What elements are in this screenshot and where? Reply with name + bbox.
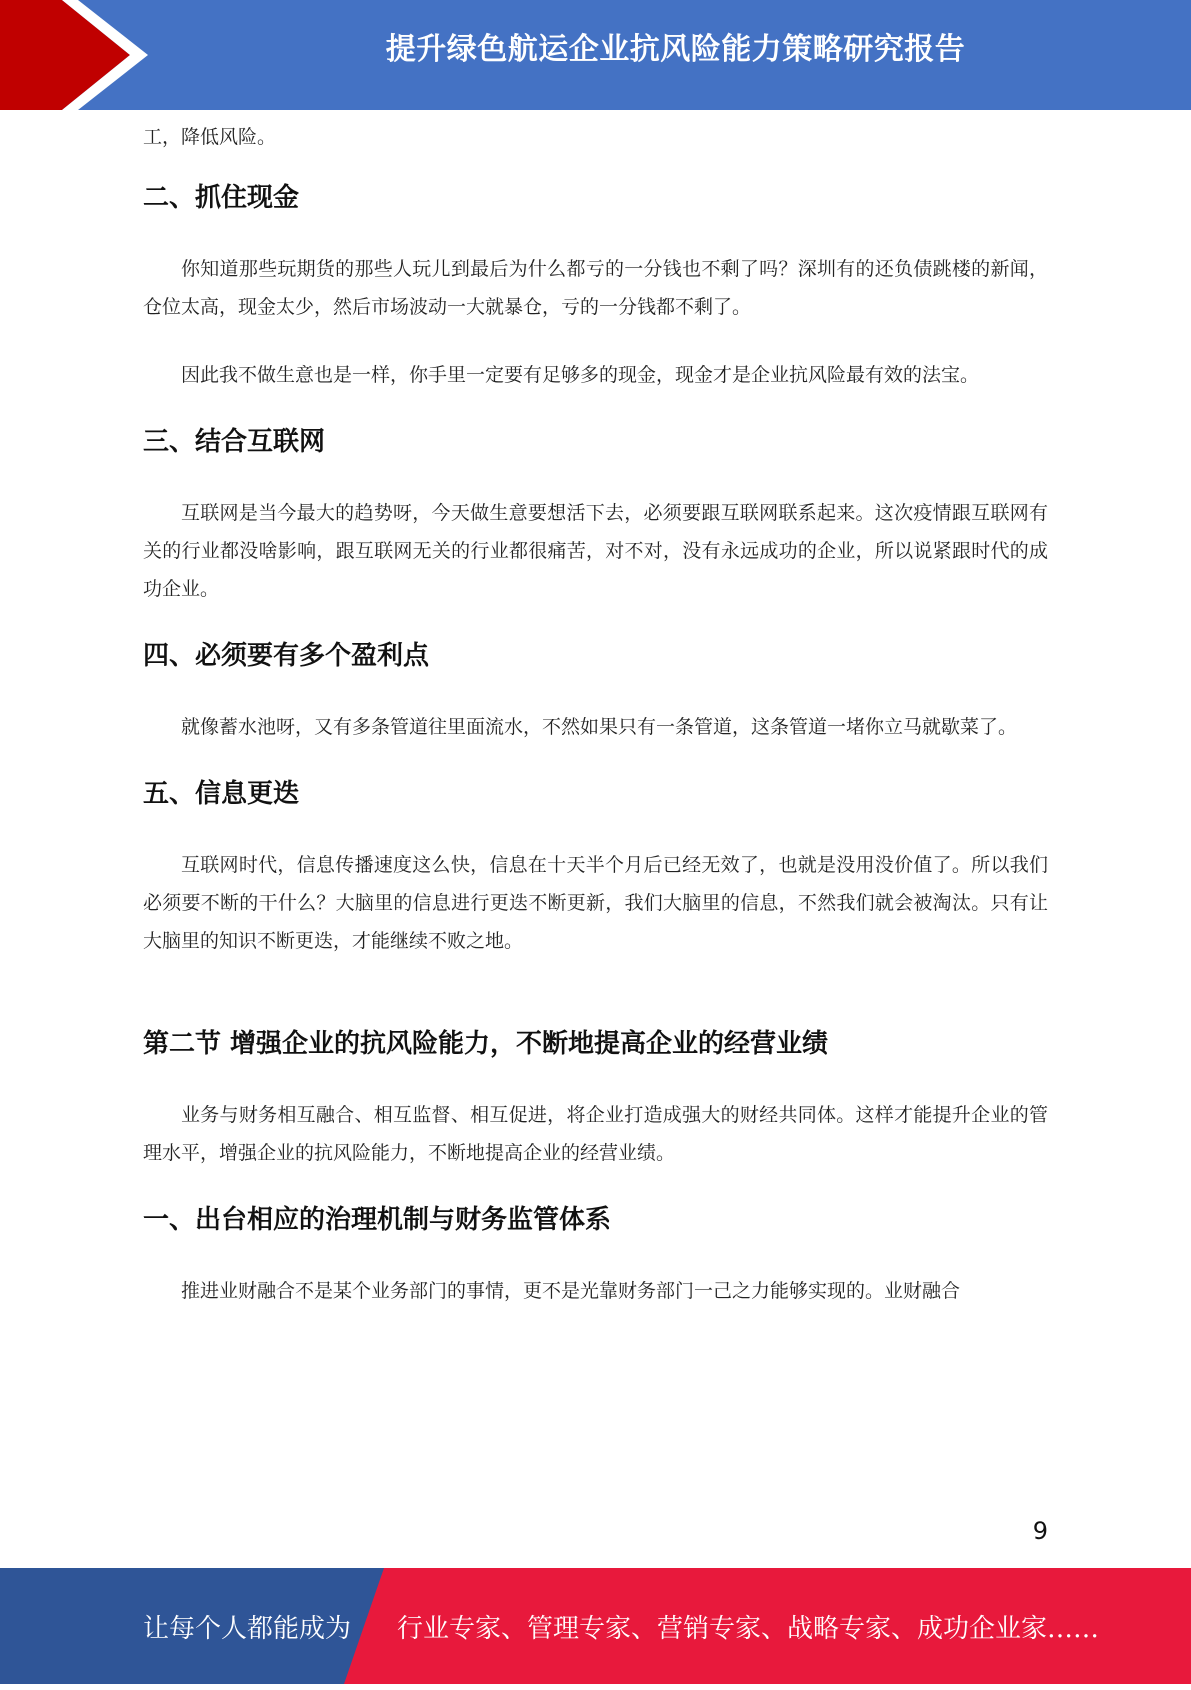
heading-profit-points: 四、必须要有多个盈利点: [143, 641, 430, 671]
paragraph-continued: 工，降低风险。: [143, 126, 277, 148]
header-arrow-decoration: [0, 0, 170, 110]
paragraph-profit-points: 就像蓄水池呀，又有多条管道往里面流水，不然如果只有一条管道，这条管道一堵你立马就歇菜了。: [181, 716, 1018, 738]
heading-info-update: 五、信息更迭: [143, 779, 300, 809]
page-header: [0, 0, 1191, 110]
page-footer: [0, 1568, 1191, 1684]
heading-governance: 一、出台相应的治理机制与财务监管体系: [143, 1205, 612, 1235]
page-number: 9: [1032, 1517, 1048, 1545]
paragraph-cash-1: 你知道那些玩期货的那些人玩儿到最后为什么都亏的一分钱也不剩了吗？深圳有的还负债跳楼的新闻，仓位太高，现金太少，然后市场波动一大就暴仓，亏的一分钱都不剩了。: [143, 258, 1048, 318]
footer-slogan-left: 让每个人都能成为: [143, 1614, 352, 1644]
paragraph-cash-2: 因此我不做生意也是一样，你手里一定要有足够多的现金，现金才是企业抗风险最有效的法宝。: [181, 364, 980, 386]
heading-section-2: 第二节 增强企业的抗风险能力，不断地提高企业的经营业绩: [143, 1029, 829, 1059]
footer-slogan-right: 行业专家、管理专家、营销专家、战略专家、成功企业家……: [397, 1614, 1100, 1644]
heading-cash: 二、抓住现金: [143, 183, 300, 213]
paragraph-info-update: 互联网时代，信息传播速度这么快，信息在十天半个月后已经无效了，也就是没用没价值了。所以我们必须要不断的干什么？大脑里的信息进行更迭不断更新，我们大脑里的信息，不然我们就会被淘汰。只有让大脑里的知识不断更迭，才能继续不败之地。: [143, 854, 1048, 952]
report-title: 提升绿色航运企业抗风险能力策略研究报告: [385, 32, 966, 67]
paragraph-section-2: 业务与财务相互融合、相互监督、相互促进，将企业打造成强大的财经共同体。这样才能提升企业的管理水平，增强企业的抗风险能力，不断地提高企业的经营业绩。: [143, 1104, 1048, 1164]
document-body: [143, 118, 1048, 1310]
paragraph-governance: 推进业财融合不是某个业务部门的事情，更不是光靠财务部门一己之力能够实现的。业财融合: [181, 1280, 961, 1302]
paragraph-internet: 互联网是当今最大的趋势呀，今天做生意要想活下去，必须要跟互联网联系起来。这次疫情跟互联网有关的行业都没啥影响，跟互联网无关的行业都很痛苦，对不对，没有永远成功的企业，所以说紧跟时代的成功企业。: [143, 502, 1048, 600]
heading-internet: 三、结合互联网: [143, 427, 326, 457]
